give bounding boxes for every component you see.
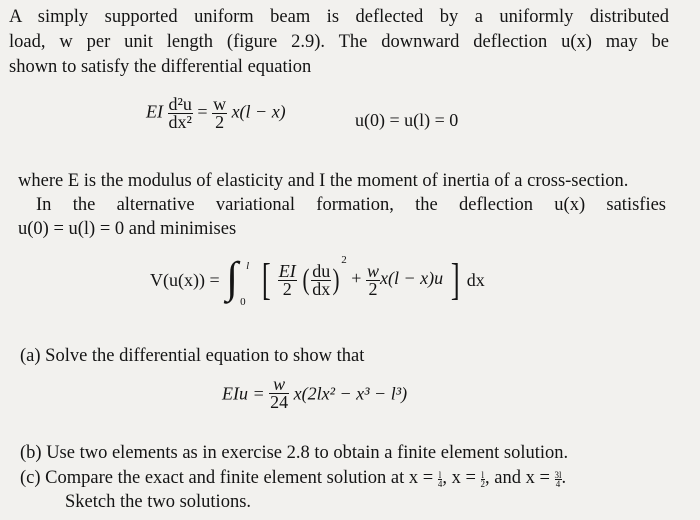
part-b-text: (b) Use two elements as in exercise 2.8 to obtain a finite element solution. [20,443,569,463]
part-c-line-2: Sketch the two solutions. [65,492,252,512]
exact-solution: EIu = $\frac{w}{24}$ x(2lx² − x³ − l³) [222,374,408,412]
eq2-ei-fraction: $\frac{EI}{2}$ [278,260,296,299]
para2-line-1: where E is the modulus of elasticity and I the moment of inertia of a cross-section. [18,171,629,191]
para2-line-3: u(0) = u(l) = 0 and minimises [18,219,237,239]
part-c-text: (c) Compare the exact and finite element solution at x = $\frac{l}{4}$ , x = $\frac{l}{2}$ , and x = $\frac{3l}{4}$ . [20,468,567,489]
eq2-load-fraction: $\frac{w}{2}$ [366,260,379,299]
fraction-l-4: $\frac{l}{4}$ [437,470,443,489]
intro-line-3: shown to satisfy the differential equation [9,57,312,77]
eq1-rhs: x(l − x) [231,101,286,122]
para2-line-2: In the alternative variational formation, the deflection u(x) satisfies [36,195,666,215]
intro-line-2: load, w per unit length (figure 2.9). The downward deflection u(x) may be [9,32,669,52]
fraction-3l-4: $\frac{3l}{4}$ [554,470,562,489]
eq3-fraction: $\frac{w}{24}$ [270,374,289,412]
integral-sign: ∫ l 0 [226,253,250,308]
eq1-derivative: $\frac{\text{d²u}}{\text{dx²}}$ [168,94,192,132]
eq2-derivative: $\frac{du}{dx}$ [312,260,331,299]
boundary-conditions: u(0) = u(l) = 0 [355,110,459,130]
intro-line-1: A simply supported uniform beam is deflected by a uniformly distributed [9,7,669,27]
eq1-coef: EI [146,101,163,122]
differential-equation [146,96,286,131]
eq1-load-fraction: $\frac{w}{2}$ [213,94,227,132]
variational-functional: V(u(x)) = ∫ l 0 [ $\frac{EI}{2}$ ( $\frac{du}{dx}$ )$^2$ + $\frac{w}{2}$ x(l − x)u ] dx [150,253,485,308]
fraction-l-2: $\frac{l}{2}$ [480,470,485,489]
part-a-text: (a) Solve the differential equation to show that [20,346,365,366]
eq1-equals: = [197,101,208,122]
eq2-lhs: V(u(x)) = [150,270,220,290]
